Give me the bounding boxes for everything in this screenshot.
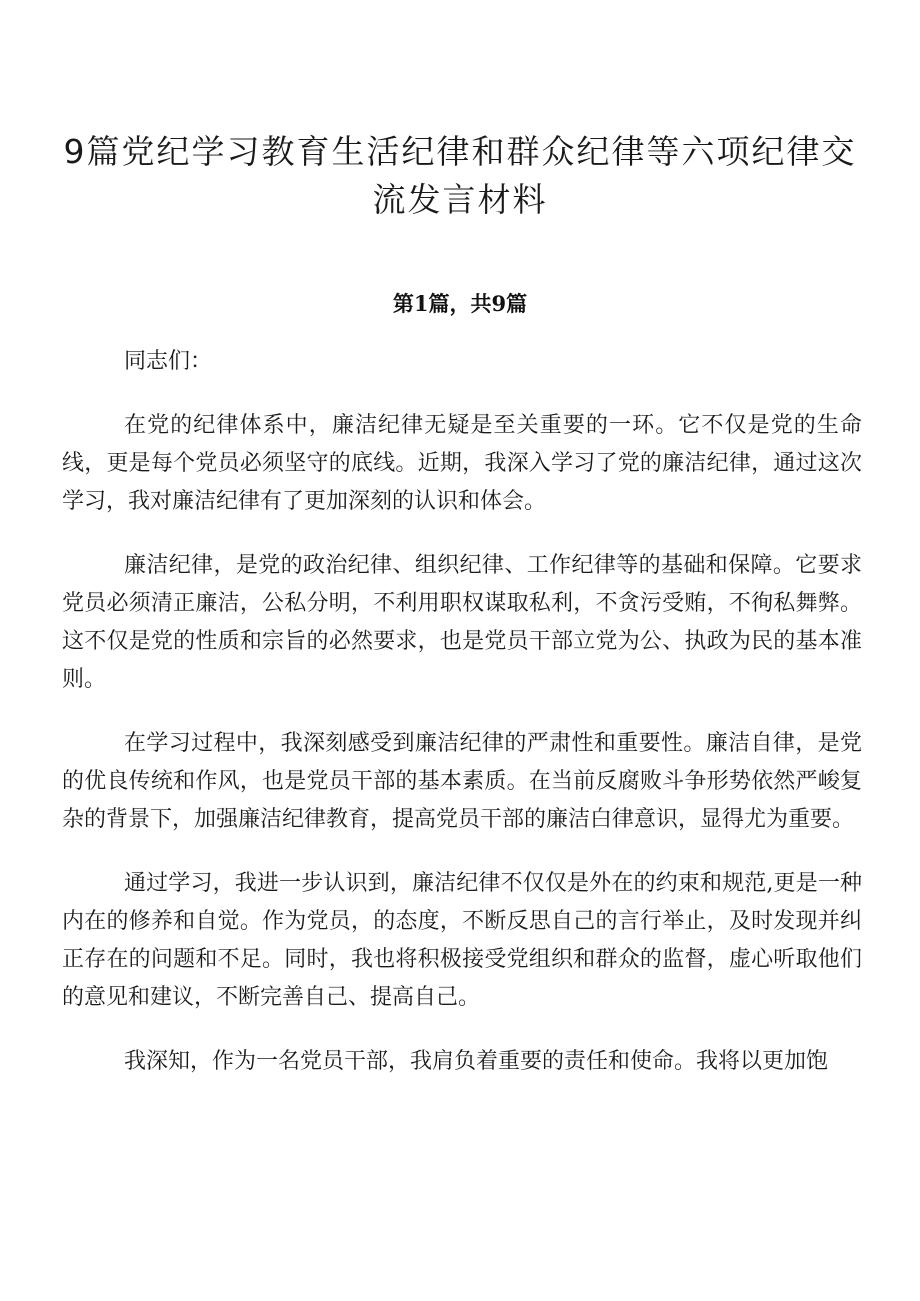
greeting: 同志们： (124, 349, 213, 374)
document-title-line-1: 9篇党纪学习教育生活纪律和群众纪律等六项纪律交 (63, 132, 857, 171)
document-body (62, 343, 862, 1107)
section-heading: 第1篇，共9篇 (392, 291, 528, 316)
paragraph: 通过学习，我进一步认识到，廉洁纪律不仅仅是外在的约束和规范,更是一种内在的修养和自觉。作为党员，的态度，不断反思自己的言行举止，及时发现并纠正存在的问题和不足。同时，我也将积极接受党组织和群众的监督，虚心听取他们的意见和建议，不断完善自己、提高自己。 (62, 871, 862, 1010)
paragraph: 在学习过程中，我深刻感受到廉洁纪律的严肃性和重要性。廉洁自律，是党的优良传统和作风，也是党员干部的基本素质。在当前反腐败斗争形势依然严峻复杂的背景下，加强廉洁纪律教育，提高党员干部的廉洁白律意识，显得尤为重要。 (62, 731, 862, 832)
paragraph: 在党的纪律体系中，廉洁纪律无疑是至关重要的一环。它不仅是党的生命线，更是每个党员必须坚守的底线。近期，我深入学习了党的廉洁纪律，通过这次学习，我对廉洁纪律有了更加深刻的认识和体会。 (62, 413, 862, 514)
paragraph: 我深知，作为一名党员干部，我肩负着重要的责任和使命。我将以更加饱 (124, 1049, 829, 1074)
paragraph: 廉洁纪律，是党的政治纪律、组织纪律、工作纪律等的基础和保障。它要求党员必须清正廉洁，公私分明，不利用职权谋取私利，不贪污受贿，不徇私舞弊。这不仅是党的性质和宗旨的必然要求，也是党员干部立党为公、执政为民的基本准则。 (62, 553, 862, 692)
document-title-line-2: 流发言材料 (372, 180, 548, 219)
